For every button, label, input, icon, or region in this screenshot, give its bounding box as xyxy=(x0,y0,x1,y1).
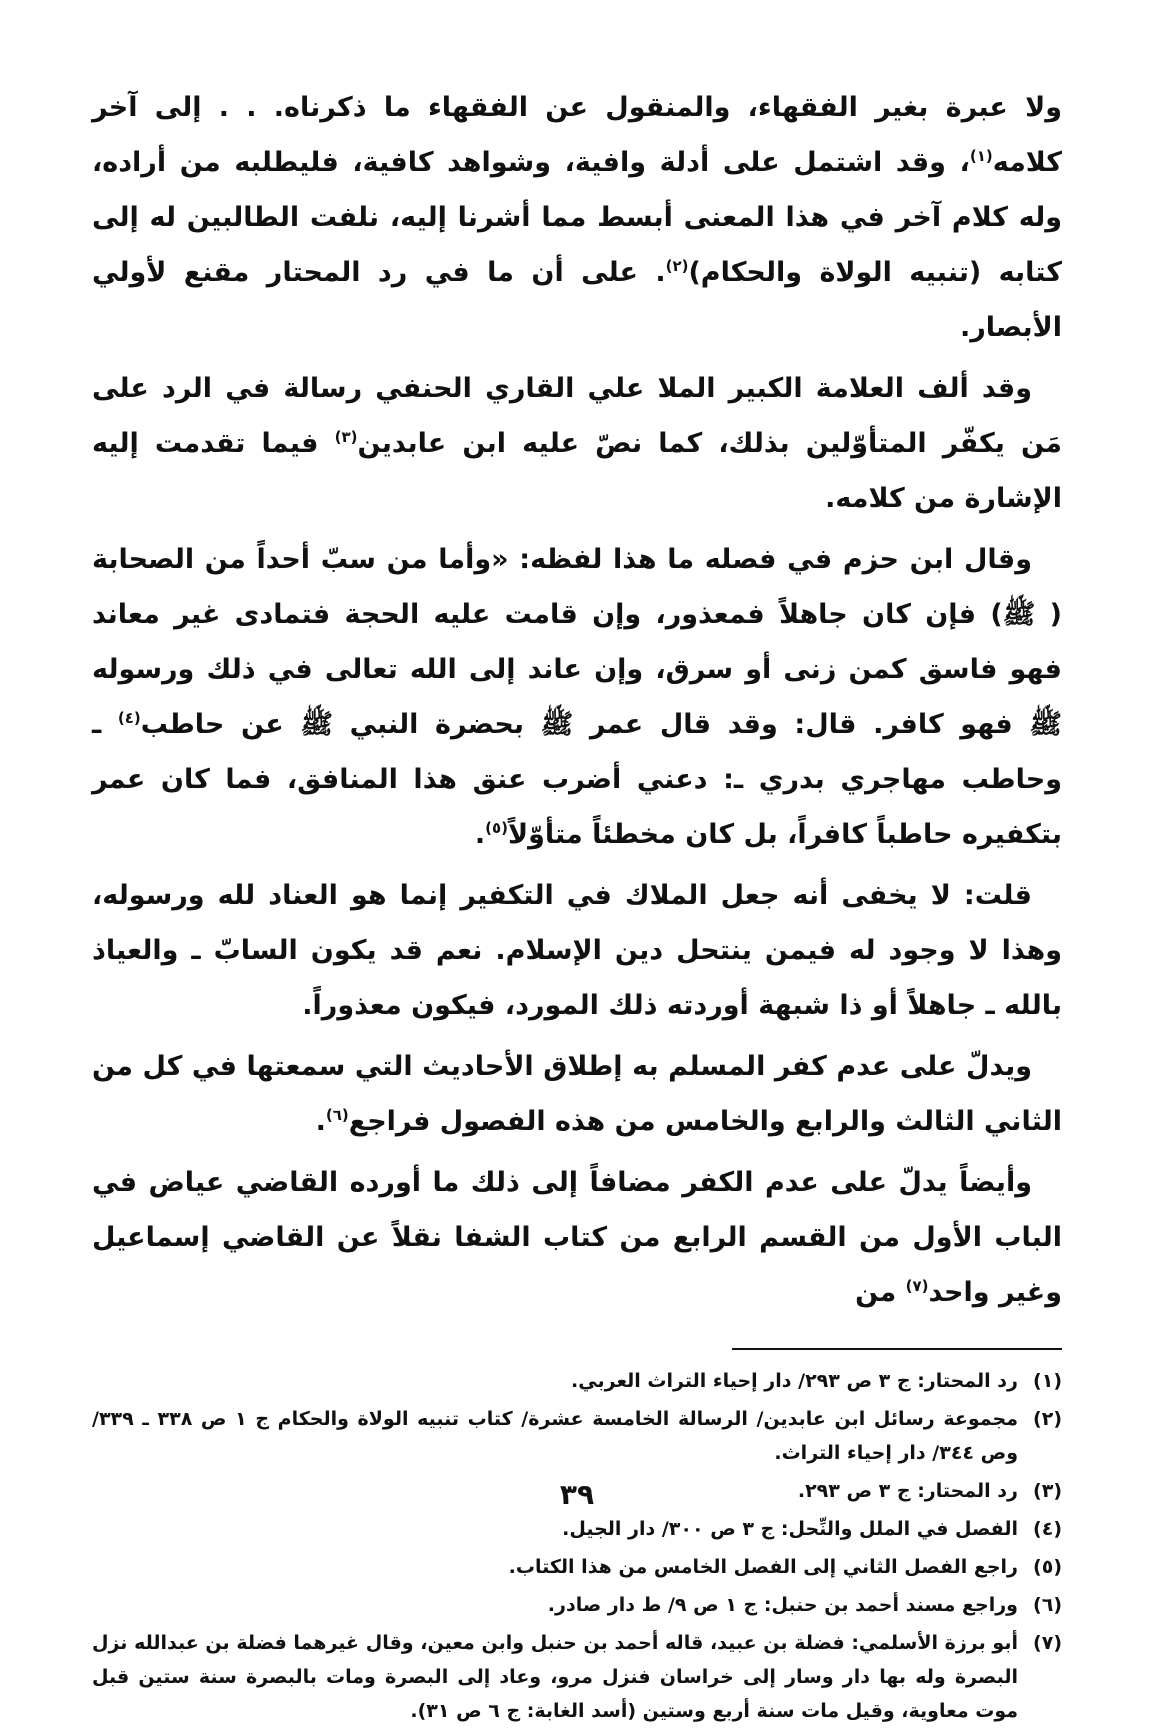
footnote-ref-3: (٣) xyxy=(334,428,358,446)
footnote-text: رد المحتار: ج ٣ ص ٢٩٣/ دار إحياء التراث العربي. xyxy=(571,1370,1018,1392)
paragraph-5-text: ويدلّ على عدم كفر المسلم به إطلاق الأحاديث التي سمعتها في كل من الثاني الثالث والرابع والخامس من هذه الفصول فراجع xyxy=(92,1051,1062,1137)
footnote-ref-6: (٦) xyxy=(325,1106,349,1124)
footnote-text: أبو برزة الأسلمي: فضلة بن عبيد، قاله أحمد بن حنبل وابن معين، وقال غيرهما فضلة بن عبدالله نزل البصرة وله بها دار وسار إلى خراسان فنزل مرو، وعاد إلى البصرة ومات بالبصرة سنة ستين قبل موت معاوية، وقيل مات سنة أربع وستين (أسد الغابة: ج ٦ ص ٣١). xyxy=(92,1632,1018,1722)
paragraph-2-text-end: فيما تقدمت إليه الإشارة من كلامه. xyxy=(92,428,1062,514)
footnote-separator xyxy=(732,1348,1062,1350)
paragraph-3-text-cont: ـ وحاطب مهاجري بدري ـ: دعني أضرب عنق هذا المنافق، فما كان عمر بتكفيره حاطباً كافراً، بل كان مخطئاً متأوّلاً xyxy=(92,709,1062,850)
page-number: ٣٩ xyxy=(559,1478,595,1511)
footnote-number: (٢) xyxy=(1033,1408,1062,1430)
footnote-number: (٦) xyxy=(1033,1594,1062,1616)
footnote-ref-4: (٤) xyxy=(117,709,141,727)
paragraph-5 xyxy=(92,1039,1062,1149)
paragraph-1 xyxy=(92,80,1062,355)
footnote-5 xyxy=(92,1550,1062,1584)
footnote-text: الفصل في الملل والنِّحل: ج ٣ ص ٣٠٠/ دار الجيل. xyxy=(562,1518,1018,1540)
book-page xyxy=(92,80,1062,1722)
footnote-number: (٧) xyxy=(1033,1632,1062,1654)
paragraph-5-text-end: . xyxy=(315,1106,326,1137)
footnote-text: وراجع مسند أحمد بن حنبل: ج ١ ص ٩/ ط دار صادر. xyxy=(547,1594,1018,1616)
footnote-number: (٥) xyxy=(1033,1556,1062,1578)
footnote-ref-1: (١) xyxy=(969,147,993,165)
paragraph-3-text: وقال ابن حزم في فصله ما هذا لفظه: «وأما من سبّ أحداً من الصحابة ( ﷺ) فإن كان جاهلاً فمعذور، وإن قامت عليه الحجة فتمادى غير معاند فهو فاسق كمن زنى أو سرق، وإن عاند إلى الله تعالى في ذلك ورسوله ﷺ فهو كافر. قال: وقد قال عمر ﷺ بحضرة النبي ﷺ عن حاطب xyxy=(92,544,1062,740)
paragraph-1-text: ولا عبرة بغير الفقهاء، والمنقول عن الفقهاء ما ذكرناه. . . إلى آخر كلامه xyxy=(92,92,1062,178)
footnote-2 xyxy=(92,1402,1062,1470)
paragraph-4-text: قلت: لا يخفى أنه جعل الملاك في التكفير إنما هو العناد لله ورسوله، وهذا لا وجود له فيمن ينتحل دين الإسلام. نعم قد يكون السابّ ـ والعياذ بالله ـ جاهلاً أو ذا شبهة أوردته ذلك المورد، فيكون معذوراً. xyxy=(92,880,1062,1021)
paragraph-6-text-end: من xyxy=(855,1277,906,1308)
footnote-1 xyxy=(92,1364,1062,1398)
footnote-ref-7: (٧) xyxy=(905,1277,929,1295)
footnotes-list xyxy=(92,1364,1062,1728)
paragraph-3 xyxy=(92,532,1062,862)
paragraph-6-text: وأيضاً يدلّ على عدم الكفر مضافاً إلى ذلك ما أورده القاضي عياض في الباب الأول من القسم الرابع من كتاب الشفا نقلاً عن القاضي إسماعيل وغير واحد xyxy=(92,1167,1062,1308)
footnote-text: راجع الفصل الثاني إلى الفصل الخامس من هذا الكتاب. xyxy=(508,1556,1018,1578)
footnote-text: مجموعة رسائل ابن عابدين/ الرسالة الخامسة عشرة/ كتاب تنبيه الولاة والحكام ج ١ ص ٣٣٨ ـ ٣٣٩/ وص ٣٤٤/ دار إحياء التراث. xyxy=(92,1408,1018,1464)
footnote-ref-5: (٥) xyxy=(485,819,508,837)
main-text xyxy=(92,80,1062,1320)
paragraph-3-text-end: . xyxy=(474,819,486,850)
paragraph-2-text: وقد ألف العلامة الكبير الملا علي القاري الحنفي رسالة في الرد على مَن يكفّر المتأوّلين بذلك، كما نصّ عليه ابن عابدين xyxy=(92,373,1062,459)
paragraph-1-text-end: . على أن ما في رد المحتار مقنع لأولي الأبصار. xyxy=(92,257,1062,343)
footnote-number: (٣) xyxy=(1033,1480,1062,1502)
footnote-ref-2: (٢) xyxy=(665,257,689,275)
footnote-7 xyxy=(92,1626,1062,1728)
paragraph-1-text-cont: ، وقد اشتمل على أدلة وافية، وشواهد كافية، فليطلبه من أراده، وله كلام آخر في هذا المعنى أبسط مما أشرنا إليه، نلفت الطالبين له إلى كتابه (تنبيه الولاة والحكام) xyxy=(92,147,1062,288)
paragraph-2 xyxy=(92,361,1062,526)
footnote-number: (٤) xyxy=(1033,1518,1062,1540)
paragraph-6 xyxy=(92,1155,1062,1320)
paragraph-4 xyxy=(92,868,1062,1033)
footnote-number: (١) xyxy=(1033,1370,1062,1392)
footnote-text: رد المحتار: ج ٣ ص ٢٩٣. xyxy=(797,1480,1018,1502)
footnote-6 xyxy=(92,1588,1062,1622)
footnote-4 xyxy=(92,1512,1062,1546)
